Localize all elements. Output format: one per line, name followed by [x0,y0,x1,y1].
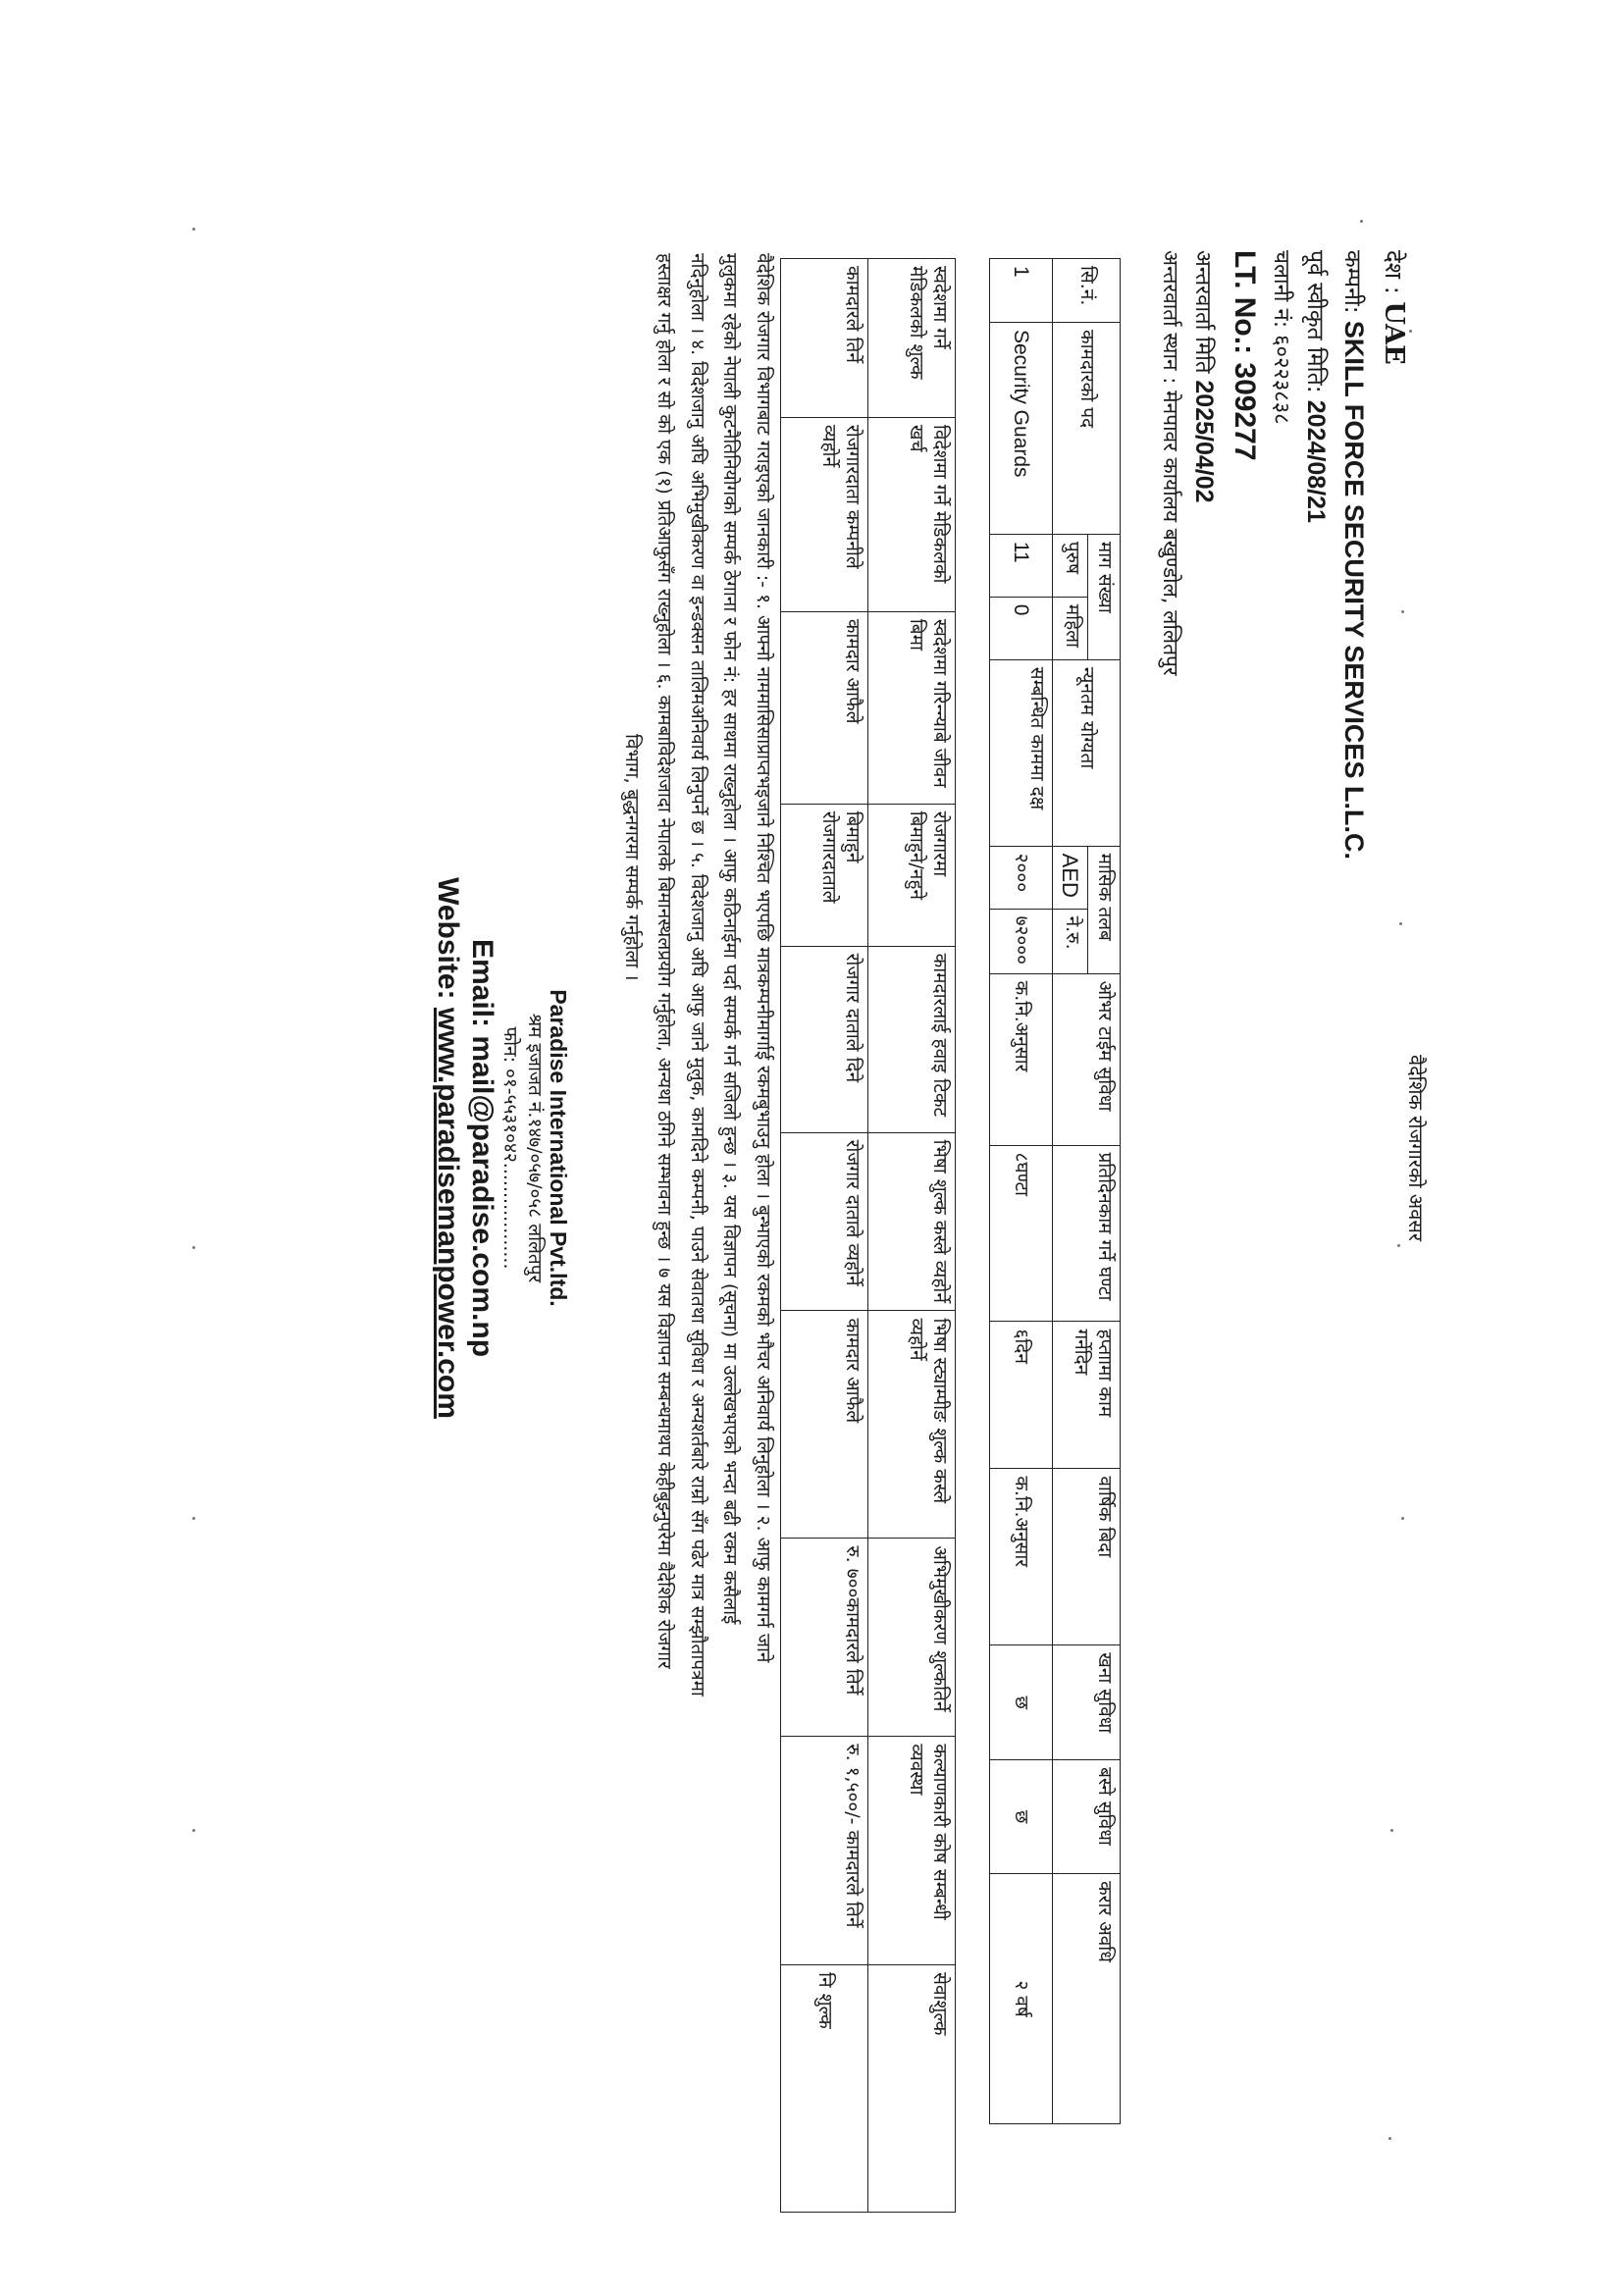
interview-date-label: अन्तरवार्ता मिति [1190,250,1215,374]
fee-value-employment-insurance: बिमाहुने रोजगारदाताले [781,804,868,946]
fee-header-employment-insurance: रोजगारमा बिमाहुने/नहुने [868,804,956,946]
cell-accommodation: छ [989,1760,1052,1874]
header-qualification: न्यूनतम योग्यता [1052,659,1120,846]
cell-npr: ७२००० [989,909,1052,973]
cell-contract: २ वर्ष [989,1874,1052,2124]
header-salary: मासिक तलब [1088,846,1121,973]
header-npr: ने.रु. [1052,909,1088,973]
fee-value-foreign-medical: रोजगारदाता कम्पनीले व्यहोर्ने [781,417,868,611]
approval-label: पूर्व स्वीकृत मिति: [1302,250,1328,393]
fee-value-visa-stamping: कामदार आफैले [781,1311,868,1539]
interview-date: 2025/04/02 [1190,380,1218,503]
cell-annual-leave: क.नि.अनुसार [989,1469,1052,1645]
header-contract: करार अवधि [1052,1874,1120,2124]
header-aed: AED [1052,846,1088,909]
agency-phone: फोन: ०१-५५३१०४२.................. [499,1026,522,1270]
fee-value-service-charge: नि शुल्क [781,1965,868,2213]
country-label: देश : [1380,250,1407,294]
header-demand: माग संख्या [1088,534,1121,659]
notice-line: विभाग, बुद्धनगरमा सम्पर्क गर्नुहोला । [621,734,643,981]
header-overtime: ओभर टाईम सुविधा [1052,973,1120,1145]
notice-line: मुलुकमा रहेको नेपाली कुटनैतिनियोगको सम्पर्क ठेगाना र फोन नं: हर साथमा राख्नुहोला । आफु कठिनाईमा पर्दा सम्पर्क गर्न सजिलो हुन्छ । ३. यस विज्ञापन (सूचना) मा उल्लेखभएको भन्दा बढी रकम कसैलाई [719,253,742,1625]
website-link[interactable]: www.paradisemanpower.com [432,1007,465,1419]
notice-line: वैदेशिक रोजगार विभागबाट गराइएको जानकारी :- १. आफ्नो नाममासिसाप्राप्तभइजाने निश्चित भएपछि मात्रकम्पनीमार्गाई रकमबुभाउनु होला । बुन्भाएको रकमको भौचर अनिवार्य लिनुहोला । २. आफु कामगर्न जाने [753,253,774,1663]
fee-value-life-insurance: कामदार आफैले [781,611,868,804]
cell-position: Security Guards [989,322,1052,534]
cell-qualification: सम्बन्धित काममा दक्ष [989,659,1052,846]
header-annual-leave: वार्षिक बिदा [1052,1469,1120,1645]
cell-weekly-days: ६दिन [989,1322,1052,1469]
agency-footer [431,854,569,1442]
country-value: UAE [1379,301,1409,365]
header-weekly-days: हप्ताामा काम गर्नेदिन [1052,1322,1120,1469]
agency-website [431,854,465,1442]
interview-date-line [1191,250,1216,503]
company-name: SKILL FORCE SECURITY SERVICES L.L.C. [1339,320,1369,860]
header-position: कामदारको पद [1052,322,1120,534]
fee-header-visa-stamping: भिषा स्ट्याम्पीङ शुल्क कस्ले व्यहोर्ने [868,1311,956,1539]
fee-header-visa-fee: भिषा शुल्क कस्ले व्यहोर्ने [868,1132,956,1311]
lt-number: LT. No.: 309277 [1229,250,1261,461]
fee-header-foreign-medical: विदेशमा गर्ने मेडिकलको खर्च [868,417,956,611]
header-female: महिला [1052,597,1088,659]
agency-name: Paradise International Pvt.ltd. [546,989,571,1307]
cell-overtime: क.नि.अनुसार [989,973,1052,1145]
fee-header-service-charge: सेवाशुल्क [868,1965,956,2213]
cell-daily-hours: ८घण्टा [989,1145,1052,1322]
approval-line [1303,250,1328,523]
header-sn: सि.नं. [1052,259,1120,323]
fee-header-air-ticket: कामदारलाई हवाइ टिकट [868,946,956,1132]
interview-place: अन्तरवार्ता स्थान : मेनपावर कार्यालय बखुण्डोल, ललितपुर [1159,250,1182,676]
notice-line: नदिनुहोला । ४. विदेशजानु अघि अभिमुखीकरण वा इन्डक्सन तालिमअनिवार्य लिनुपर्ने छ । ५. विदेशजानु अघि आफु जाने मुलुक, कामदिने कम्पनी, पाउने सेवातथा सुविधा र अन्यशर्तबारे राम्रो सँग पढेर मात्र सम्झौतापत्रमा [687,253,708,1696]
company-line [1340,250,1367,860]
fee-header-orientation: अभिमुखीकरण शुल्कतिर्ने [868,1539,956,1737]
fee-header-welfare-fund: कल्याणकारी कोष सम्बन्धी व्यवस्था [868,1737,956,1965]
cell-sn: 1 [989,259,1052,323]
fee-value-orientation: रु. ७००कामदारले तिर्ने [781,1539,868,1737]
website-label: Website: [432,877,465,1000]
agency-permit: श्रम इजाजत नं.१४७/०५७/०५८ ललितपुर [524,1013,546,1283]
fee-header-life-insurance: स्वदेशमा गरिन्न्याबे जीवन बिमा [868,611,956,804]
fee-header-row [868,259,956,2213]
fee-value-welfare-fund: रु. १,५००/- कामदारले तिर्ने [781,1737,868,1965]
header-accommodation: बस्ने सुविधा [1052,1760,1120,1874]
fees-table [780,258,956,2213]
table-row [989,259,1052,2124]
fee-value-visa-fee: रोजगार दाताले व्यहोर्ने [781,1132,868,1311]
fee-header-local-medical: स्वदेशमा गर्ने मेडिकलको शुल्क [868,259,956,418]
page-title: वैदेशिक रोजगारको अवसर [1404,1054,1428,1242]
cell-food: छ [989,1645,1052,1760]
table-header-row [1088,259,1121,2124]
cell-female: 0 [989,597,1052,659]
approval-date: 2024/08/21 [1302,399,1330,523]
header-daily-hours: प्रतिदिनकाम गर्ने घण्टा [1052,1145,1120,1322]
fee-value-air-ticket: रोजगार दाताले दिने [781,946,868,1132]
country-line [1381,250,1407,365]
fee-value-local-medical: कामदारले तिर्ने [781,259,868,418]
cell-aed: २००० [989,846,1052,909]
header-male: पुरुष [1052,534,1088,597]
notice-line: हस्ताक्षर गर्नु होला र सो को एक (१) प्रतिआफुसँग राख्नुहोला । ६. कामबाविदेशजादा नेपालके बिमानस्थलप्रयोग गर्नुहोला, अन्यथा ठगिने सम्भावना हुन्छ । ७ यस विज्ञापन सम्बन्धमाथप केहीबुझ्नुपरेमा वैदेशिक रोजगार [654,253,676,1669]
department-notice [615,253,780,2235]
chalani-number: चलानी नं: ६०२२३८३८ [1269,250,1293,425]
fee-value-row [781,259,868,2213]
job-details-table [989,258,1121,2124]
header-food: खना सुविधा [1052,1645,1120,1760]
company-label: कम्पनी: [1339,250,1365,314]
agency-email[interactable]: Email: mail@paradise.com.np [465,938,498,1358]
cell-male: 11 [989,534,1052,597]
